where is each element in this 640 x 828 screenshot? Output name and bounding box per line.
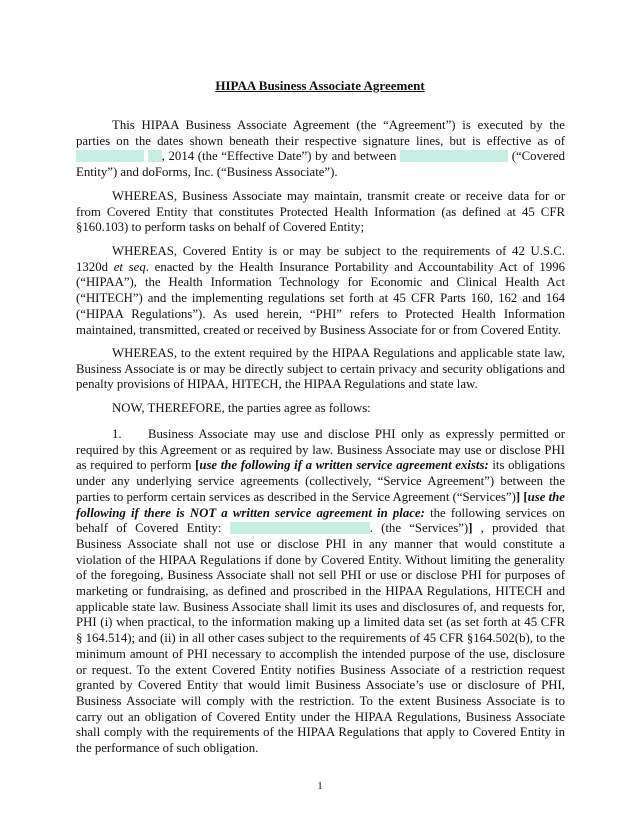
clause-1-text-3: the following services on behalf of Covered Entity:: [76, 505, 565, 536]
clause-1-text-4: . (the “Services”): [369, 521, 469, 536]
whereas-paragraph-2: [76, 244, 565, 338]
service-agreement-instruction: use the following if a written service agreement exists:: [199, 458, 489, 473]
intro-text-1: This HIPAA Business Associate Agreement (the “Agreement”) is executed by the parties on the dates shown beneath their respective signature lines, but is effective as of: [76, 118, 565, 148]
clause-1-text-1: Business Associate may use and disclose PHI only as expressly permitted or required by this Agreement or as required by law. Business Associate may use or disclose PHI as required to perform: [76, 427, 565, 473]
whereas-3-text: WHEREAS, to the extent required by the HIPAA Regulations and applicable state law, Business Associate is or may be directly subject to certain privacy and security obligations and penalty provisions of HIPAA, HITECH, the HIPAA Regulations and state law.: [76, 346, 565, 392]
now-therefore-text: NOW, THEREFORE, the parties agree as follows:: [112, 401, 371, 415]
whereas-paragraph-1: [76, 189, 565, 236]
clause-1-paragraph: [76, 427, 565, 757]
covered-entity-name-field[interactable]: [400, 150, 508, 162]
no-service-agreement-instruction: use the following if there is NOT a written service agreement in place:: [76, 489, 565, 520]
whereas-2-text-1: WHEREAS, Covered Entity is or may be subject to the requirements of 42 U.S.C. 1320d: [76, 244, 565, 274]
whereas-paragraph-3: [76, 346, 565, 393]
bracket-open: [: [195, 458, 200, 473]
now-therefore-paragraph: [76, 401, 565, 417]
whereas-2-text-2: . enacted by the Health Insurance Portability and Accountability Act of 1996 (“HIPAA”), the Health Information Technology for Economic and Clinical Health Act (“HITECH”) and the implementing regulations set forth at 45 CFR Parts 160, 162 and 164 (“HIPAA Regulations”). As used herein, “PHI” refers to Protected Health Information maintained, transmitted, created or received by Business Associate for or from Covered Entity.: [76, 259, 565, 337]
et-seq-text: et seq: [113, 259, 146, 274]
intro-text-2: , 2014 (the “Effective Date”) by and between: [161, 149, 397, 164]
clause-1-text-2: its obligations under any underlying service agreements (collectively, “Service Agreement”) between the parties to perform certain services as described in the Service Agreement (“Services”): [76, 458, 565, 504]
bracket-close: ]: [468, 521, 473, 536]
page-title: HIPAA Business Associate Agreement: [215, 78, 425, 93]
clause-1-number: 1.: [112, 427, 122, 441]
intro-text-3: (“Covered Entity”) and doForms, Inc. (“Business Associate”).: [76, 149, 565, 180]
services-description-field[interactable]: [230, 522, 370, 534]
whereas-1-text: WHEREAS, Business Associate may maintain, transmit create or receive data for or from Covered Entity that constitutes Protected Health Information (as defined at 45 CFR §160.103) to perform tasks on behalf of Covered Entity;: [76, 189, 565, 235]
effective-date-field[interactable]: [76, 150, 144, 162]
bracket-close-open: ] [: [515, 489, 528, 504]
effective-day-field[interactable]: [148, 150, 162, 162]
page-number: 1: [317, 780, 323, 792]
clause-1-text-5: , provided that Business Associate shall not use or disclose PHI in any manner that would constitute a violation of the HIPAA Regulations if done by Covered Entity. Without limiting the generality of the foregoing, Business Associate shall not sell PHI or use or disclose PHI for purposes of marketing or fundraising, as defined and proscribed in the HIPAA Regulations, HITECH and applicable state law. Business Associate shall limit its uses and disclosures of, and requests for, PHI (i) when practical, to the information making up a limited data set (as set forth at 45 CFR § 164.514); and (ii) in all other cases subject to the requirements of 45 CFR §164.502(b), to the minimum amount of PHI necessary to accomplish the intended purpose of the use, disclosure or request. To the extent Covered Entity notifies Business Associate of a restriction request granted by Covered Entity that would limit Business Associate’s use or disclosure of PHI, Business Associate will comply with the restriction. To the extent Business Associate is to carry out an obligation of Covered Entity under the HIPAA Regulations, Business Associate shall comply with the requirements of the HIPAA Regulations that apply to Covered Entity in the performance of such obligation.: [76, 521, 565, 756]
intro-paragraph: [76, 118, 565, 181]
